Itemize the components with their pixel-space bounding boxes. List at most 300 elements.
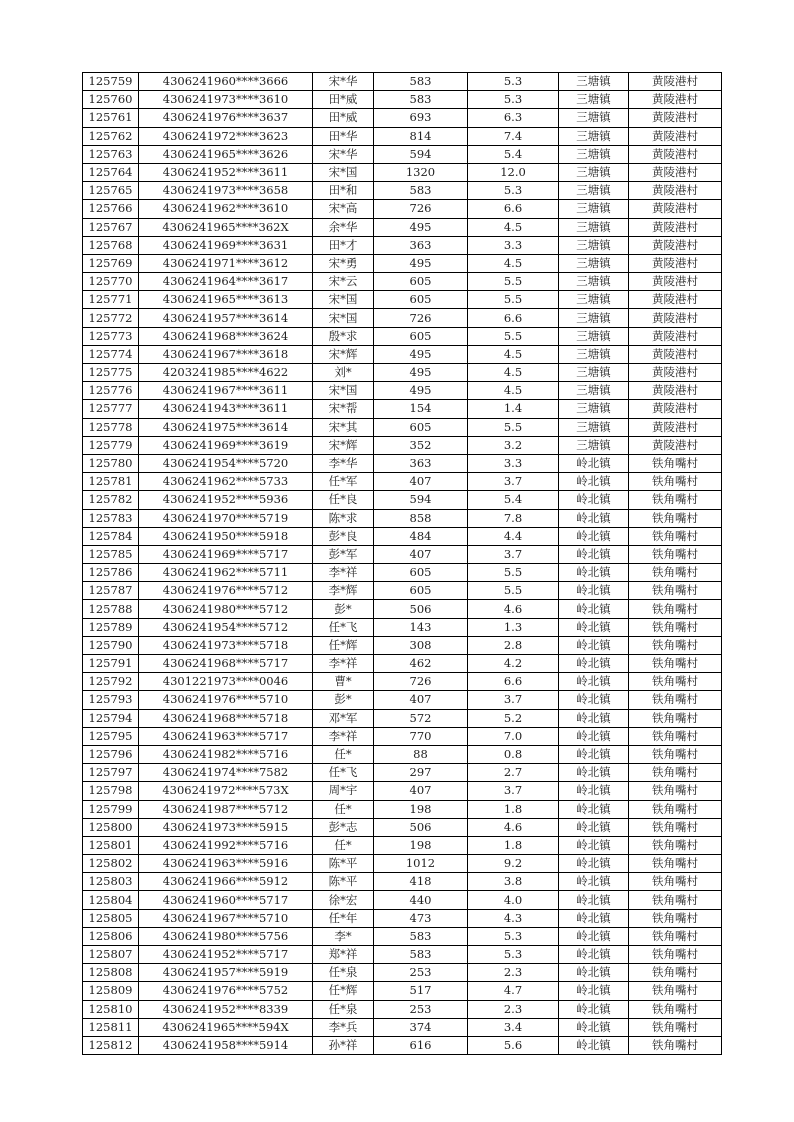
data-table xyxy=(82,72,722,1055)
town-cell: 岭北镇 xyxy=(559,636,629,654)
id-number-cell: 4306241965****362X xyxy=(139,218,313,236)
id-number-cell: 4306241967****3611 xyxy=(139,382,313,400)
amount-cell: 473 xyxy=(374,909,468,927)
quantity-cell: 3.7 xyxy=(468,545,559,563)
record-number-cell: 125806 xyxy=(83,927,139,945)
person-name-cell: 孙*祥 xyxy=(313,1036,374,1054)
person-name-cell: 彭*良 xyxy=(313,527,374,545)
amount-cell: 407 xyxy=(374,473,468,491)
amount-cell: 440 xyxy=(374,891,468,909)
person-name-cell: 陈*平 xyxy=(313,855,374,873)
table-row xyxy=(83,909,722,927)
village-cell: 铁角嘴村 xyxy=(629,691,722,709)
record-number-cell: 125782 xyxy=(83,491,139,509)
id-number-cell: 4306241957****5919 xyxy=(139,964,313,982)
amount-cell: 1012 xyxy=(374,855,468,873)
village-cell: 铁角嘴村 xyxy=(629,473,722,491)
id-number-cell: 4306241973****5718 xyxy=(139,636,313,654)
quantity-cell: 4.7 xyxy=(468,982,559,1000)
person-name-cell: 李*辉 xyxy=(313,582,374,600)
amount-cell: 374 xyxy=(374,1018,468,1036)
village-cell: 铁角嘴村 xyxy=(629,964,722,982)
amount-cell: 814 xyxy=(374,127,468,145)
amount-cell: 495 xyxy=(374,218,468,236)
town-cell: 三塘镇 xyxy=(559,327,629,345)
village-cell: 黄陵港村 xyxy=(629,309,722,327)
village-cell: 铁角嘴村 xyxy=(629,673,722,691)
quantity-cell: 5.3 xyxy=(468,927,559,945)
record-number-cell: 125796 xyxy=(83,745,139,763)
town-cell: 三塘镇 xyxy=(559,145,629,163)
id-number-cell: 4306241965****3613 xyxy=(139,291,313,309)
table-row xyxy=(83,218,722,236)
town-cell: 三塘镇 xyxy=(559,309,629,327)
id-number-cell: 4306241950****5918 xyxy=(139,527,313,545)
record-number-cell: 125802 xyxy=(83,855,139,873)
record-number-cell: 125776 xyxy=(83,382,139,400)
quantity-cell: 5.4 xyxy=(468,491,559,509)
amount-cell: 605 xyxy=(374,291,468,309)
record-number-cell: 125785 xyxy=(83,545,139,563)
record-number-cell: 125783 xyxy=(83,509,139,527)
person-name-cell: 任*飞 xyxy=(313,618,374,636)
town-cell: 三塘镇 xyxy=(559,291,629,309)
town-cell: 岭北镇 xyxy=(559,782,629,800)
table-row xyxy=(83,254,722,272)
amount-cell: 583 xyxy=(374,927,468,945)
town-cell: 岭北镇 xyxy=(559,1000,629,1018)
village-cell: 黄陵港村 xyxy=(629,418,722,436)
town-cell: 岭北镇 xyxy=(559,964,629,982)
amount-cell: 726 xyxy=(374,200,468,218)
town-cell: 岭北镇 xyxy=(559,818,629,836)
table-row xyxy=(83,491,722,509)
person-name-cell: 任*泉 xyxy=(313,1000,374,1018)
amount-cell: 308 xyxy=(374,636,468,654)
record-number-cell: 125800 xyxy=(83,818,139,836)
record-number-cell: 125760 xyxy=(83,91,139,109)
id-number-cell: 4306241969****3631 xyxy=(139,236,313,254)
record-number-cell: 125812 xyxy=(83,1036,139,1054)
town-cell: 岭北镇 xyxy=(559,927,629,945)
record-number-cell: 125778 xyxy=(83,418,139,436)
id-number-cell: 4203241985****4622 xyxy=(139,364,313,382)
town-cell: 三塘镇 xyxy=(559,382,629,400)
record-number-cell: 125788 xyxy=(83,600,139,618)
quantity-cell: 9.2 xyxy=(468,855,559,873)
town-cell: 岭北镇 xyxy=(559,655,629,673)
table-row xyxy=(83,382,722,400)
town-cell: 岭北镇 xyxy=(559,745,629,763)
amount-cell: 572 xyxy=(374,709,468,727)
record-number-cell: 125801 xyxy=(83,836,139,854)
person-name-cell: 任* xyxy=(313,800,374,818)
table-row xyxy=(83,163,722,181)
record-number-cell: 125759 xyxy=(83,73,139,91)
amount-cell: 594 xyxy=(374,491,468,509)
id-number-cell: 4306241964****3617 xyxy=(139,273,313,291)
person-name-cell: 任*辉 xyxy=(313,982,374,1000)
quantity-cell: 5.5 xyxy=(468,564,559,582)
table-row xyxy=(83,145,722,163)
record-number-cell: 125780 xyxy=(83,454,139,472)
quantity-cell: 3.8 xyxy=(468,873,559,891)
town-cell: 岭北镇 xyxy=(559,691,629,709)
record-number-cell: 125787 xyxy=(83,582,139,600)
quantity-cell: 4.4 xyxy=(468,527,559,545)
village-cell: 黄陵港村 xyxy=(629,400,722,418)
person-name-cell: 田*威 xyxy=(313,109,374,127)
id-number-cell: 4306241972****573X xyxy=(139,782,313,800)
person-name-cell: 李* xyxy=(313,927,374,945)
town-cell: 三塘镇 xyxy=(559,91,629,109)
person-name-cell: 田*威 xyxy=(313,91,374,109)
amount-cell: 495 xyxy=(374,345,468,363)
table-row xyxy=(83,291,722,309)
quantity-cell: 7.8 xyxy=(468,509,559,527)
village-cell: 铁角嘴村 xyxy=(629,454,722,472)
quantity-cell: 12.0 xyxy=(468,163,559,181)
town-cell: 岭北镇 xyxy=(559,891,629,909)
id-number-cell: 4306241974****7582 xyxy=(139,764,313,782)
record-number-cell: 125771 xyxy=(83,291,139,309)
person-name-cell: 田*和 xyxy=(313,182,374,200)
person-name-cell: 邓*军 xyxy=(313,709,374,727)
table-row xyxy=(83,855,722,873)
amount-cell: 605 xyxy=(374,564,468,582)
town-cell: 岭北镇 xyxy=(559,909,629,927)
table-row xyxy=(83,73,722,91)
amount-cell: 583 xyxy=(374,182,468,200)
table-row xyxy=(83,236,722,254)
record-number-cell: 125810 xyxy=(83,1000,139,1018)
town-cell: 岭北镇 xyxy=(559,527,629,545)
village-cell: 铁角嘴村 xyxy=(629,818,722,836)
town-cell: 岭北镇 xyxy=(559,582,629,600)
record-number-cell: 125762 xyxy=(83,127,139,145)
quantity-cell: 2.8 xyxy=(468,636,559,654)
id-number-cell: 4306241976****5752 xyxy=(139,982,313,1000)
record-number-cell: 125770 xyxy=(83,273,139,291)
village-cell: 黄陵港村 xyxy=(629,382,722,400)
record-number-cell: 125777 xyxy=(83,400,139,418)
amount-cell: 495 xyxy=(374,254,468,272)
person-name-cell: 周*宇 xyxy=(313,782,374,800)
village-cell: 铁角嘴村 xyxy=(629,891,722,909)
quantity-cell: 4.5 xyxy=(468,218,559,236)
table-row xyxy=(83,673,722,691)
id-number-cell: 4306241980****5756 xyxy=(139,927,313,945)
village-cell: 铁角嘴村 xyxy=(629,873,722,891)
village-cell: 黄陵港村 xyxy=(629,291,722,309)
id-number-cell: 4306241982****5716 xyxy=(139,745,313,763)
village-cell: 黄陵港村 xyxy=(629,200,722,218)
id-number-cell: 4306241973****5915 xyxy=(139,818,313,836)
person-name-cell: 郑*祥 xyxy=(313,946,374,964)
village-cell: 黄陵港村 xyxy=(629,327,722,345)
table-row xyxy=(83,564,722,582)
id-number-cell: 4306241968****5718 xyxy=(139,709,313,727)
record-number-cell: 125805 xyxy=(83,909,139,927)
town-cell: 岭北镇 xyxy=(559,727,629,745)
record-number-cell: 125790 xyxy=(83,636,139,654)
id-number-cell: 4306241962****5711 xyxy=(139,564,313,582)
amount-cell: 858 xyxy=(374,509,468,527)
town-cell: 三塘镇 xyxy=(559,163,629,181)
quantity-cell: 0.8 xyxy=(468,745,559,763)
quantity-cell: 7.0 xyxy=(468,727,559,745)
village-cell: 黄陵港村 xyxy=(629,345,722,363)
quantity-cell: 3.7 xyxy=(468,691,559,709)
village-cell: 铁角嘴村 xyxy=(629,491,722,509)
town-cell: 岭北镇 xyxy=(559,491,629,509)
table-row xyxy=(83,527,722,545)
table-row xyxy=(83,127,722,145)
person-name-cell: 宋*辉 xyxy=(313,436,374,454)
id-number-cell: 4306241957****3614 xyxy=(139,309,313,327)
table-row xyxy=(83,946,722,964)
table-row xyxy=(83,600,722,618)
person-name-cell: 彭*志 xyxy=(313,818,374,836)
amount-cell: 253 xyxy=(374,1000,468,1018)
person-name-cell: 陈*求 xyxy=(313,509,374,527)
quantity-cell: 4.3 xyxy=(468,909,559,927)
village-cell: 铁角嘴村 xyxy=(629,727,722,745)
id-number-cell: 4306241975****3614 xyxy=(139,418,313,436)
table-row xyxy=(83,545,722,563)
person-name-cell: 田*才 xyxy=(313,236,374,254)
amount-cell: 583 xyxy=(374,73,468,91)
amount-cell: 198 xyxy=(374,836,468,854)
amount-cell: 594 xyxy=(374,145,468,163)
id-number-cell: 4306241965****3626 xyxy=(139,145,313,163)
table-row xyxy=(83,873,722,891)
id-number-cell: 4306241972****3623 xyxy=(139,127,313,145)
town-cell: 岭北镇 xyxy=(559,855,629,873)
person-name-cell: 任*良 xyxy=(313,491,374,509)
quantity-cell: 5.4 xyxy=(468,145,559,163)
amount-cell: 363 xyxy=(374,236,468,254)
person-name-cell: 任*泉 xyxy=(313,964,374,982)
village-cell: 黄陵港村 xyxy=(629,127,722,145)
town-cell: 岭北镇 xyxy=(559,982,629,1000)
person-name-cell: 徐*宏 xyxy=(313,891,374,909)
record-number-cell: 125779 xyxy=(83,436,139,454)
amount-cell: 605 xyxy=(374,273,468,291)
person-name-cell: 刘* xyxy=(313,364,374,382)
id-number-cell: 4306241952****8339 xyxy=(139,1000,313,1018)
person-name-cell: 宋*其 xyxy=(313,418,374,436)
village-cell: 铁角嘴村 xyxy=(629,545,722,563)
table-row xyxy=(83,1018,722,1036)
village-cell: 铁角嘴村 xyxy=(629,836,722,854)
quantity-cell: 5.5 xyxy=(468,582,559,600)
amount-cell: 693 xyxy=(374,109,468,127)
town-cell: 岭北镇 xyxy=(559,600,629,618)
record-number-cell: 125792 xyxy=(83,673,139,691)
village-cell: 黄陵港村 xyxy=(629,236,722,254)
person-name-cell: 任*军 xyxy=(313,473,374,491)
town-cell: 岭北镇 xyxy=(559,836,629,854)
record-number-cell: 125797 xyxy=(83,764,139,782)
quantity-cell: 4.6 xyxy=(468,818,559,836)
record-number-cell: 125766 xyxy=(83,200,139,218)
amount-cell: 407 xyxy=(374,782,468,800)
village-cell: 铁角嘴村 xyxy=(629,564,722,582)
quantity-cell: 1.8 xyxy=(468,800,559,818)
village-cell: 铁角嘴村 xyxy=(629,782,722,800)
village-cell: 黄陵港村 xyxy=(629,163,722,181)
id-number-cell: 4306241966****5912 xyxy=(139,873,313,891)
table-row xyxy=(83,636,722,654)
village-cell: 铁角嘴村 xyxy=(629,655,722,673)
table-row xyxy=(83,618,722,636)
id-number-cell: 4306241980****5712 xyxy=(139,600,313,618)
person-name-cell: 宋*华 xyxy=(313,145,374,163)
table-row xyxy=(83,1036,722,1054)
town-cell: 三塘镇 xyxy=(559,127,629,145)
village-cell: 黄陵港村 xyxy=(629,436,722,454)
table-row xyxy=(83,436,722,454)
record-number-cell: 125804 xyxy=(83,891,139,909)
amount-cell: 506 xyxy=(374,600,468,618)
village-cell: 铁角嘴村 xyxy=(629,800,722,818)
quantity-cell: 5.5 xyxy=(468,273,559,291)
id-number-cell: 4306241973****3610 xyxy=(139,91,313,109)
quantity-cell: 1.3 xyxy=(468,618,559,636)
village-cell: 铁角嘴村 xyxy=(629,1036,722,1054)
amount-cell: 198 xyxy=(374,800,468,818)
village-cell: 铁角嘴村 xyxy=(629,636,722,654)
table-row xyxy=(83,109,722,127)
record-number-cell: 125793 xyxy=(83,691,139,709)
quantity-cell: 5.3 xyxy=(468,73,559,91)
person-name-cell: 宋*勇 xyxy=(313,254,374,272)
person-name-cell: 宋*国 xyxy=(313,291,374,309)
id-number-cell: 4306241967****3618 xyxy=(139,345,313,363)
amount-cell: 143 xyxy=(374,618,468,636)
person-name-cell: 李*祥 xyxy=(313,727,374,745)
quantity-cell: 3.7 xyxy=(468,473,559,491)
person-name-cell: 殷*求 xyxy=(313,327,374,345)
town-cell: 岭北镇 xyxy=(559,564,629,582)
id-number-cell: 4306241969****5717 xyxy=(139,545,313,563)
town-cell: 岭北镇 xyxy=(559,509,629,527)
person-name-cell: 任*飞 xyxy=(313,764,374,782)
record-number-cell: 125765 xyxy=(83,182,139,200)
table-row xyxy=(83,273,722,291)
person-name-cell: 宋*国 xyxy=(313,309,374,327)
amount-cell: 770 xyxy=(374,727,468,745)
village-cell: 黄陵港村 xyxy=(629,109,722,127)
record-number-cell: 125809 xyxy=(83,982,139,1000)
amount-cell: 407 xyxy=(374,691,468,709)
town-cell: 三塘镇 xyxy=(559,182,629,200)
amount-cell: 583 xyxy=(374,91,468,109)
town-cell: 三塘镇 xyxy=(559,400,629,418)
town-cell: 岭北镇 xyxy=(559,764,629,782)
quantity-cell: 5.6 xyxy=(468,1036,559,1054)
quantity-cell: 3.3 xyxy=(468,454,559,472)
quantity-cell: 4.5 xyxy=(468,254,559,272)
person-name-cell: 余*华 xyxy=(313,218,374,236)
id-number-cell: 4306241954****5720 xyxy=(139,454,313,472)
quantity-cell: 5.5 xyxy=(468,327,559,345)
amount-cell: 726 xyxy=(374,309,468,327)
id-number-cell: 4306241962****3610 xyxy=(139,200,313,218)
record-number-cell: 125767 xyxy=(83,218,139,236)
town-cell: 三塘镇 xyxy=(559,364,629,382)
town-cell: 三塘镇 xyxy=(559,109,629,127)
town-cell: 岭北镇 xyxy=(559,946,629,964)
amount-cell: 517 xyxy=(374,982,468,1000)
amount-cell: 352 xyxy=(374,436,468,454)
id-number-cell: 4306241987****5712 xyxy=(139,800,313,818)
record-number-cell: 125789 xyxy=(83,618,139,636)
table-row xyxy=(83,818,722,836)
id-number-cell: 4306241962****5733 xyxy=(139,473,313,491)
person-name-cell: 田*华 xyxy=(313,127,374,145)
id-number-cell: 4306241971****3612 xyxy=(139,254,313,272)
id-number-cell: 4306241965****594X xyxy=(139,1018,313,1036)
table-row xyxy=(83,927,722,945)
quantity-cell: 5.3 xyxy=(468,946,559,964)
record-number-cell: 125794 xyxy=(83,709,139,727)
village-cell: 黄陵港村 xyxy=(629,145,722,163)
town-cell: 三塘镇 xyxy=(559,200,629,218)
table-row xyxy=(83,509,722,527)
table-row xyxy=(83,309,722,327)
amount-cell: 583 xyxy=(374,946,468,964)
person-name-cell: 宋*华 xyxy=(313,73,374,91)
amount-cell: 407 xyxy=(374,545,468,563)
table-row xyxy=(83,727,722,745)
quantity-cell: 4.5 xyxy=(468,382,559,400)
quantity-cell: 4.5 xyxy=(468,345,559,363)
amount-cell: 506 xyxy=(374,818,468,836)
town-cell: 岭北镇 xyxy=(559,545,629,563)
town-cell: 三塘镇 xyxy=(559,218,629,236)
table-row xyxy=(83,655,722,673)
record-number-cell: 125784 xyxy=(83,527,139,545)
person-name-cell: 宋*帮 xyxy=(313,400,374,418)
record-number-cell: 125763 xyxy=(83,145,139,163)
table-row xyxy=(83,200,722,218)
amount-cell: 418 xyxy=(374,873,468,891)
quantity-cell: 1.4 xyxy=(468,400,559,418)
quantity-cell: 3.2 xyxy=(468,436,559,454)
quantity-cell: 1.8 xyxy=(468,836,559,854)
id-number-cell: 4306241952****3611 xyxy=(139,163,313,181)
quantity-cell: 5.2 xyxy=(468,709,559,727)
id-number-cell: 4306241968****3624 xyxy=(139,327,313,345)
person-name-cell: 宋*高 xyxy=(313,200,374,218)
village-cell: 铁角嘴村 xyxy=(629,1018,722,1036)
amount-cell: 605 xyxy=(374,327,468,345)
quantity-cell: 4.0 xyxy=(468,891,559,909)
id-number-cell: 4306241976****5712 xyxy=(139,582,313,600)
quantity-cell: 3.3 xyxy=(468,236,559,254)
amount-cell: 297 xyxy=(374,764,468,782)
person-name-cell: 宋*国 xyxy=(313,163,374,181)
record-number-cell: 125772 xyxy=(83,309,139,327)
amount-cell: 616 xyxy=(374,1036,468,1054)
amount-cell: 154 xyxy=(374,400,468,418)
id-number-cell: 4306241943****3611 xyxy=(139,400,313,418)
id-number-cell: 4301221973****0046 xyxy=(139,673,313,691)
person-name-cell: 任*辉 xyxy=(313,636,374,654)
town-cell: 岭北镇 xyxy=(559,1036,629,1054)
